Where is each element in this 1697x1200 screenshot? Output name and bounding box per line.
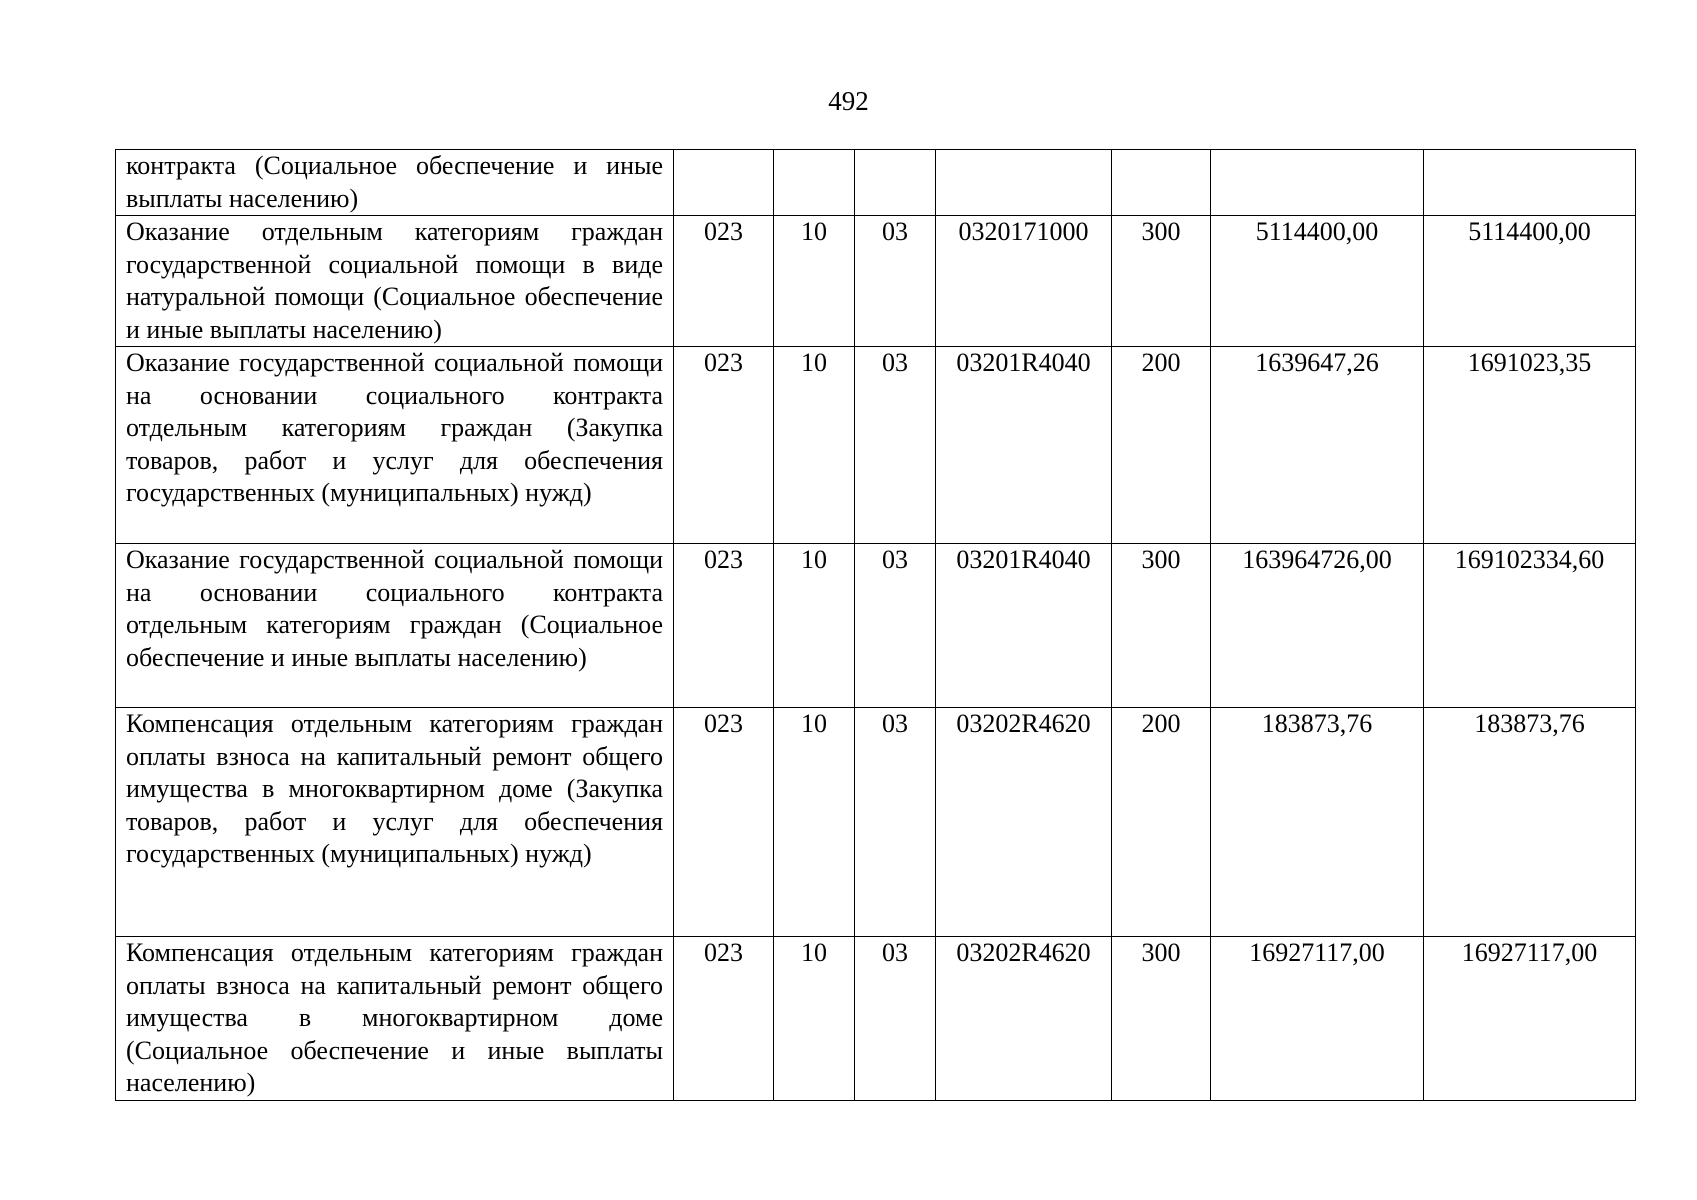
section-code: 10 (774, 937, 855, 1101)
table-row (116, 150, 1636, 216)
target-article-code (936, 150, 1112, 216)
ministry-code (674, 150, 774, 216)
row-description: Оказание государственной социальной помощи на основании социального контракта отдельным категориям граждан (Социальное обеспечение и иные выплаты населению) (116, 544, 674, 708)
subsection-code: 03 (855, 216, 936, 347)
section-code (774, 150, 855, 216)
ministry-code: 023 (674, 708, 774, 937)
amount-year-2: 1691023,35 (1424, 347, 1636, 544)
amount-year-2: 5114400,00 (1424, 216, 1636, 347)
subsection-code: 03 (855, 937, 936, 1101)
table-row (116, 937, 1636, 1101)
target-article-code: 03202R4620 (936, 937, 1112, 1101)
subsection-code (855, 150, 936, 216)
amount-year-1: 5114400,00 (1211, 216, 1424, 347)
target-article-code: 03201R4040 (936, 347, 1112, 544)
amount-year-2 (1424, 150, 1636, 216)
amount-year-1: 183873,76 (1211, 708, 1424, 937)
row-description: Компенсация отдельным категориям граждан оплаты взноса на капитальный ремонт общего имущества в многоквартирном доме (Закупка товаров, работ и услуг для обеспечения государственных (муниципальных) нужд) (116, 708, 674, 937)
subsection-code: 03 (855, 708, 936, 937)
expense-type-code: 300 (1112, 216, 1211, 347)
target-article-code: 03201R4040 (936, 544, 1112, 708)
table-row (116, 347, 1636, 544)
amount-year-1: 1639647,26 (1211, 347, 1424, 544)
amount-year-1 (1211, 150, 1424, 216)
ministry-code: 023 (674, 544, 774, 708)
amount-year-2: 183873,76 (1424, 708, 1636, 937)
amount-year-1: 16927117,00 (1211, 937, 1424, 1101)
amount-year-1: 163964726,00 (1211, 544, 1424, 708)
table-row (116, 544, 1636, 708)
table-row (116, 708, 1636, 937)
budget-table (115, 149, 1636, 1101)
section-code: 10 (774, 708, 855, 937)
amount-year-2: 169102334,60 (1424, 544, 1636, 708)
expense-type-code: 300 (1112, 544, 1211, 708)
target-article-code: 0320171000 (936, 216, 1112, 347)
ministry-code: 023 (674, 347, 774, 544)
page-number: 492 (828, 86, 869, 116)
row-description: контракта (Социальное обеспечение и иные выплаты населению) (116, 150, 674, 216)
subsection-code: 03 (855, 347, 936, 544)
amount-year-2: 16927117,00 (1424, 937, 1636, 1101)
row-description: Оказание государственной социальной помощи на основании социального контракта отдельным категориям граждан (Закупка товаров, работ и услуг для обеспечения государственных (муниципальных) нужд) (116, 347, 674, 544)
expense-type-code (1112, 150, 1211, 216)
subsection-code: 03 (855, 544, 936, 708)
ministry-code: 023 (674, 937, 774, 1101)
target-article-code: 03202R4620 (936, 708, 1112, 937)
expense-type-code: 200 (1112, 708, 1211, 937)
section-code: 10 (774, 544, 855, 708)
section-code: 10 (774, 216, 855, 347)
row-description: Оказание отдельным категориям граждан государственной социальной помощи в виде натуральной помощи (Социальное обеспечение и иные выплаты населению) (116, 216, 674, 347)
ministry-code: 023 (674, 216, 774, 347)
row-description: Компенсация отдельным категориям граждан оплаты взноса на капитальный ремонт общего имущества в многоквартирном доме (Социальное обеспечение и иные выплаты населению) (116, 937, 674, 1101)
expense-type-code: 300 (1112, 937, 1211, 1101)
expense-type-code: 200 (1112, 347, 1211, 544)
section-code: 10 (774, 347, 855, 544)
table-row (116, 216, 1636, 347)
